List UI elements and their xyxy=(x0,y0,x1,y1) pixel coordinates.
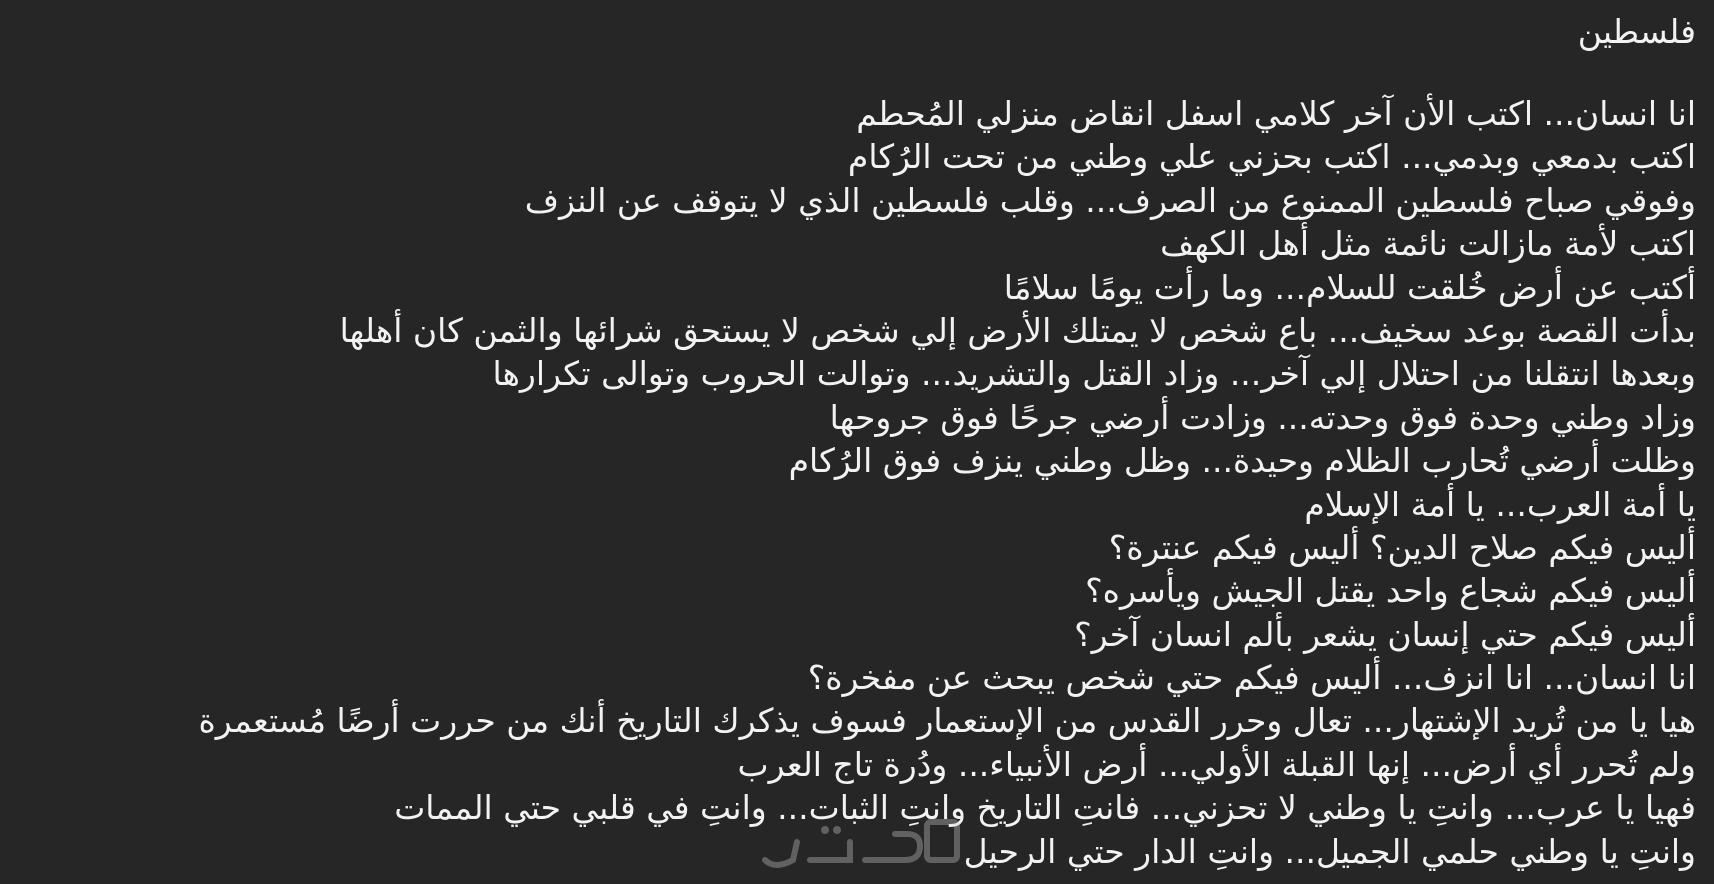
text-line: بدأت القصة بوعد سخيف... باع شخص لا يمتلك الأرض إلي شخص لا يستحق شرائها والثمن كان أهلها xyxy=(339,310,1696,350)
text-line: انا انسان... انا انزف... أليس فيكم حتي شخص يبحث عن مفخرة؟ xyxy=(807,658,1696,698)
document-title: فلسطين xyxy=(1577,12,1696,51)
text-line: فهيا يا عرب... وانتِ يا وطني لا تحزني... فانتِ التاريخ وانتِ الثبات... وانتِ في قلبي حتي الممات xyxy=(394,788,1696,828)
text-line: وزاد وطني وحدة فوق وحدته... وزادت أرضي جرحًا فوق جروحها xyxy=(829,397,1696,437)
text-line: اكتب لأمة مازالت نائمة مثل أهل الكهف xyxy=(1160,224,1696,264)
text-line: انا انسان... اكتب الأن آخر كلامي اسفل انقاض منزلي المُحطم xyxy=(856,94,1696,133)
text-line: أكتب عن أرض خُلقت للسلام... وما رأت يومًا سلامًا xyxy=(1003,267,1696,307)
text-line: اكتب بدمعي وبدمي... اكتب بحزني علي وطني من تحت الرُكام xyxy=(847,137,1696,177)
text-line: أليس فيكم شجاع واحد يقتل الجيش ويأسره؟ xyxy=(1085,571,1696,611)
text-line: هيا يا من تُريد الإشتهار... تعال وحرر القدس من الإستعمار فسوف يذكرك التاريخ أنك من حررت أرضًا مُستعمرة xyxy=(198,701,1696,741)
text-line: أليس فيكم صلاح الدين؟ أليس فيكم عنترة؟ xyxy=(1108,527,1696,567)
text-line: يا أمة العرب... يا أمة الإسلام xyxy=(1304,484,1696,524)
text-line: وانتِ يا وطني حلمي الجميل... وانتِ الدار حتي الرحيل xyxy=(963,831,1696,871)
text-line: أليس فيكم حتي إنسان يشعر بألم انسان آخر؟ xyxy=(1074,614,1696,654)
document-body[interactable] xyxy=(198,92,1696,873)
text-line: وظلت أرضي تُحارب الظلام وحيدة... وظل وطني ينزف فوق الرُكام xyxy=(788,441,1696,481)
text-line: وفوقي صباح فلسطين الممنوع من الصرف... وقلب فلسطين الذي لا يتوقف عن النزف xyxy=(524,180,1696,220)
text-line: ولم تُحرر أي أرض... إنها القبلة الأولي... أرض الأنبياء... ودُرة تاج العرب xyxy=(737,744,1696,784)
text-line: وبعدها انتقلنا من احتلال إلي آخر... وزاد القتل والتشريد... وتوالت الحروب وتوالى تكرارها xyxy=(492,354,1696,394)
